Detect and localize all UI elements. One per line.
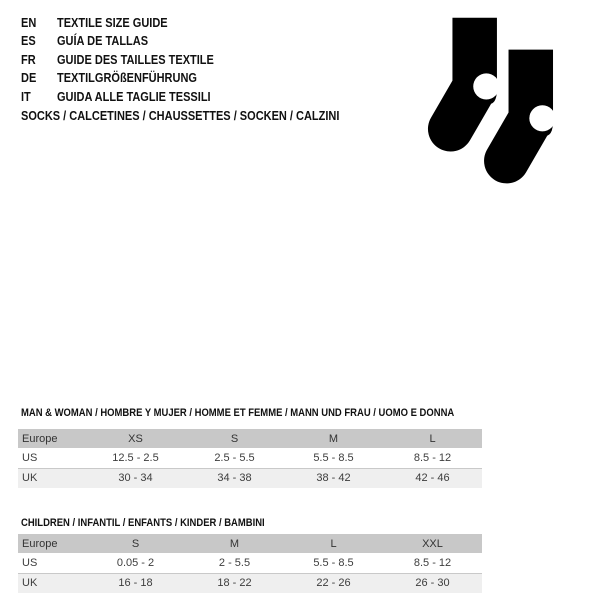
column-header-size: M bbox=[229, 537, 240, 550]
language-code: EN bbox=[21, 16, 37, 30]
sock-left-shape bbox=[428, 18, 499, 152]
size-cell: 42 - 46 bbox=[415, 472, 450, 485]
table-row-us bbox=[18, 448, 482, 468]
column-header-size: XS bbox=[128, 432, 143, 445]
table-title-man-woman: MAN & WOMAN / HOMBRE Y MUJER / HOMME ET FEMME / MANN UND FRAU / UOMO E DONNA bbox=[21, 407, 455, 419]
language-code: FR bbox=[21, 52, 36, 67]
size-cell: 12.5 - 2.5 bbox=[112, 451, 159, 464]
size-cell: 38 - 42 bbox=[316, 472, 351, 485]
region-label: UK bbox=[22, 472, 38, 485]
size-cell: 2 - 5.5 bbox=[218, 556, 251, 569]
size-cell: 26 - 30 bbox=[415, 577, 450, 590]
language-label: GUÍA DE TALLAS bbox=[57, 34, 149, 49]
table-row-us bbox=[18, 553, 482, 573]
size-cell: 30 - 34 bbox=[118, 472, 153, 485]
size-table-children bbox=[18, 534, 482, 593]
language-row-fr bbox=[21, 51, 235, 69]
table-row-uk bbox=[18, 573, 482, 593]
column-header-size: M bbox=[328, 432, 339, 445]
socks-icon bbox=[427, 10, 563, 186]
language-row-it bbox=[21, 88, 235, 106]
language-row-es bbox=[21, 32, 235, 50]
size-cell: 2.5 - 5.5 bbox=[214, 451, 255, 464]
table-row-uk bbox=[18, 468, 482, 488]
size-cell: 8.5 - 12 bbox=[413, 556, 452, 569]
column-header-size: L bbox=[330, 537, 337, 550]
size-cell: 0.05 - 2 bbox=[116, 556, 155, 569]
size-cell: 18 - 22 bbox=[217, 577, 252, 590]
region-label: US bbox=[22, 451, 38, 464]
language-row-en bbox=[21, 14, 235, 32]
column-header-size: S bbox=[230, 432, 239, 445]
header-row bbox=[18, 534, 482, 553]
language-label: TEXTILE SIZE GUIDE bbox=[57, 16, 168, 30]
language-label: TEXTILGRÖßENFÜHRUNG bbox=[57, 71, 197, 86]
language-row-de bbox=[21, 69, 235, 87]
language-list bbox=[21, 14, 235, 106]
language-label: GUIDE DES TAILLES TEXTILE bbox=[57, 52, 214, 67]
product-category-title: SOCKS / CALCETINES / CHAUSSETTES / SOCKEN / CALZINI bbox=[21, 109, 340, 123]
language-code: DE bbox=[21, 71, 37, 86]
column-header-region: Europe bbox=[22, 432, 58, 445]
size-cell: 5.5 - 8.5 bbox=[313, 451, 354, 464]
size-cell: 16 - 18 bbox=[118, 577, 153, 590]
column-header-size: S bbox=[131, 537, 140, 550]
table-title-children: CHILDREN / INFANTIL / ENFANTS / KINDER / BAMBINI bbox=[21, 517, 265, 529]
size-cell: 22 - 26 bbox=[316, 577, 351, 590]
region-label: US bbox=[22, 556, 38, 569]
language-label: GUIDA ALLE TAGLIE TESSILI bbox=[57, 89, 211, 104]
language-code: IT bbox=[21, 89, 31, 104]
size-cell: 34 - 38 bbox=[217, 472, 252, 485]
column-header-region: Europe bbox=[22, 537, 58, 550]
region-label: UK bbox=[22, 577, 38, 590]
size-cell: 8.5 - 12 bbox=[413, 451, 452, 464]
size-table-man-woman bbox=[18, 429, 482, 488]
column-header-size: L bbox=[429, 432, 436, 445]
header-row bbox=[18, 429, 482, 448]
language-code: ES bbox=[21, 34, 36, 49]
size-cell: 5.5 - 8.5 bbox=[313, 556, 354, 569]
column-header-size: XXL bbox=[422, 537, 443, 550]
